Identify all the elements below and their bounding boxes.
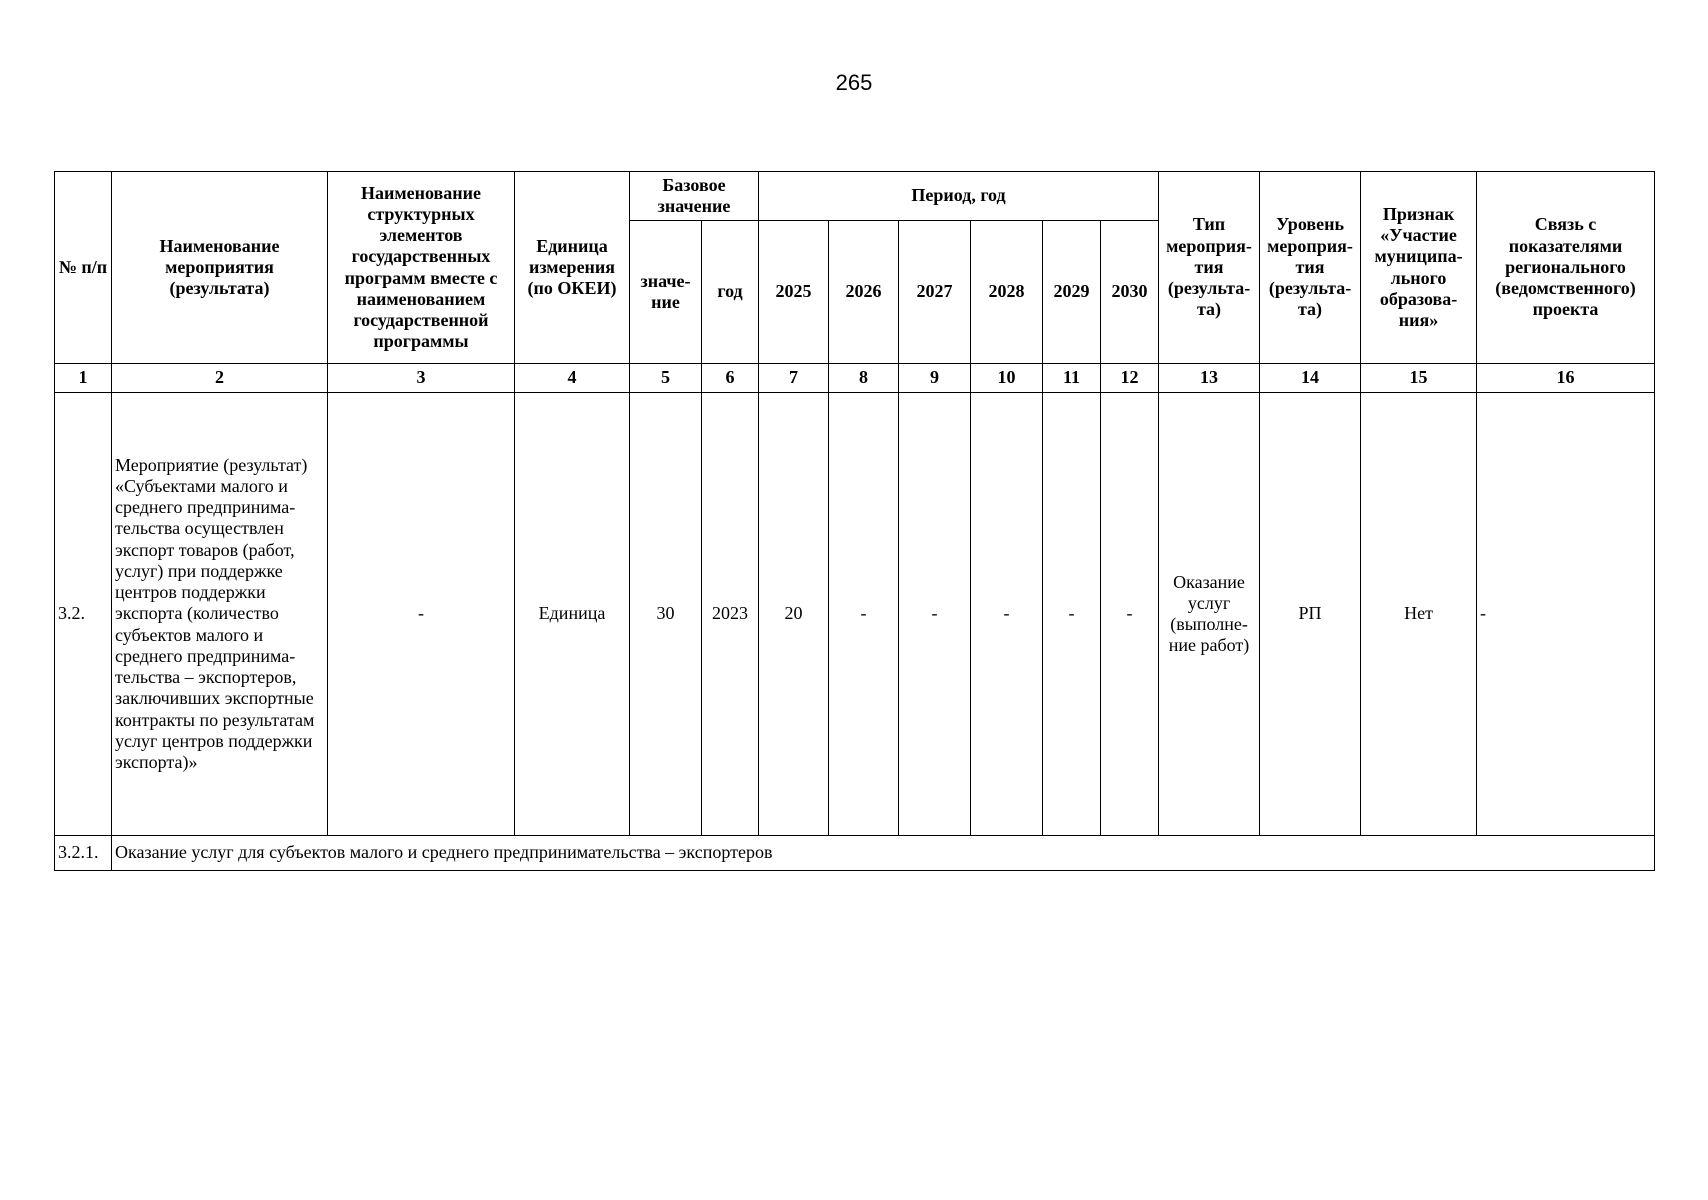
column-number: 2 [112, 364, 328, 393]
row-index: 3.2. [55, 393, 112, 836]
header-year-2025: 2025 [759, 221, 829, 364]
column-number: 9 [899, 364, 971, 393]
row-base-value: 30 [630, 393, 702, 836]
page-number: 265 [835, 70, 873, 95]
header-event-type: Тип мероприя-тия (результа-та) [1159, 172, 1260, 364]
header-event-level: Уровень мероприя-тия (результа-та) [1260, 172, 1361, 364]
column-number: 16 [1477, 364, 1655, 393]
header-number: № п/п [55, 172, 112, 364]
header-base-value: значе-ние [630, 221, 702, 364]
row-event-level: РП [1260, 393, 1361, 836]
header-year-2030: 2030 [1101, 221, 1159, 364]
row-value-2027: - [899, 393, 971, 836]
row-value-2030: - [1101, 393, 1159, 836]
column-number: 7 [759, 364, 829, 393]
header-municipal-participation: Признак «Участие муниципа-льного образова-ния» [1361, 172, 1477, 364]
column-number: 15 [1361, 364, 1477, 393]
header-base-value-group: Базовое значение [630, 172, 759, 221]
header-project-link: Связь с показателями регионального (ведомственного) проекта [1477, 172, 1655, 364]
header-period-group: Период, год [759, 172, 1159, 221]
column-number: 10 [971, 364, 1043, 393]
row-value-2025: 20 [759, 393, 829, 836]
header-year-2029: 2029 [1043, 221, 1101, 364]
row-project-link: - [1477, 393, 1655, 836]
row-value-2026: - [829, 393, 899, 836]
column-number: 11 [1043, 364, 1101, 393]
column-number: 3 [328, 364, 515, 393]
column-number: 8 [829, 364, 899, 393]
row-structural-elements: - [328, 393, 515, 836]
sub-row-index: 3.2.1. [55, 836, 112, 871]
header-event-name: Наименование мероприятия (результата) [112, 172, 328, 364]
column-number: 1 [55, 364, 112, 393]
header-unit: Единица измерения (по ОКЕИ) [515, 172, 630, 364]
table-row [55, 393, 1655, 836]
row-value-2028: - [971, 393, 1043, 836]
column-number: 6 [702, 364, 759, 393]
header-base-year: год [702, 221, 759, 364]
row-base-year: 2023 [702, 393, 759, 836]
column-numbers-row [55, 364, 1655, 393]
column-number: 4 [515, 364, 630, 393]
header-year-2027: 2027 [899, 221, 971, 364]
row-unit: Единица [515, 393, 630, 836]
program-table [54, 171, 1655, 871]
column-number: 12 [1101, 364, 1159, 393]
column-number: 14 [1260, 364, 1361, 393]
table-row [55, 836, 1655, 871]
header-year-2028: 2028 [971, 221, 1043, 364]
sub-row-text: Оказание услуг для субъектов малого и среднего предпринимательства – экспортеров [112, 836, 1655, 871]
row-event-type: Оказание услуг (выполне-ние работ) [1159, 393, 1260, 836]
header-structural-elements: Наименование структурных элементов государственных программ вместе с наименованием государственной программы [328, 172, 515, 364]
row-value-2029: - [1043, 393, 1101, 836]
row-event-name: Мероприятие (результат) «Субъектами малого и среднего предпринима-тельства осуществлен экспорт товаров (работ, услуг) при поддержке центров поддержки экспорта (количество субъектов малого и среднего предпринима-тельства – экспортеров, заключивших экспортные контракты по результатам услуг центров поддержки экспорта)» [112, 393, 328, 836]
column-number: 5 [630, 364, 702, 393]
header-year-2026: 2026 [829, 221, 899, 364]
column-number: 13 [1159, 364, 1260, 393]
row-municipal-participation: Нет [1361, 393, 1477, 836]
